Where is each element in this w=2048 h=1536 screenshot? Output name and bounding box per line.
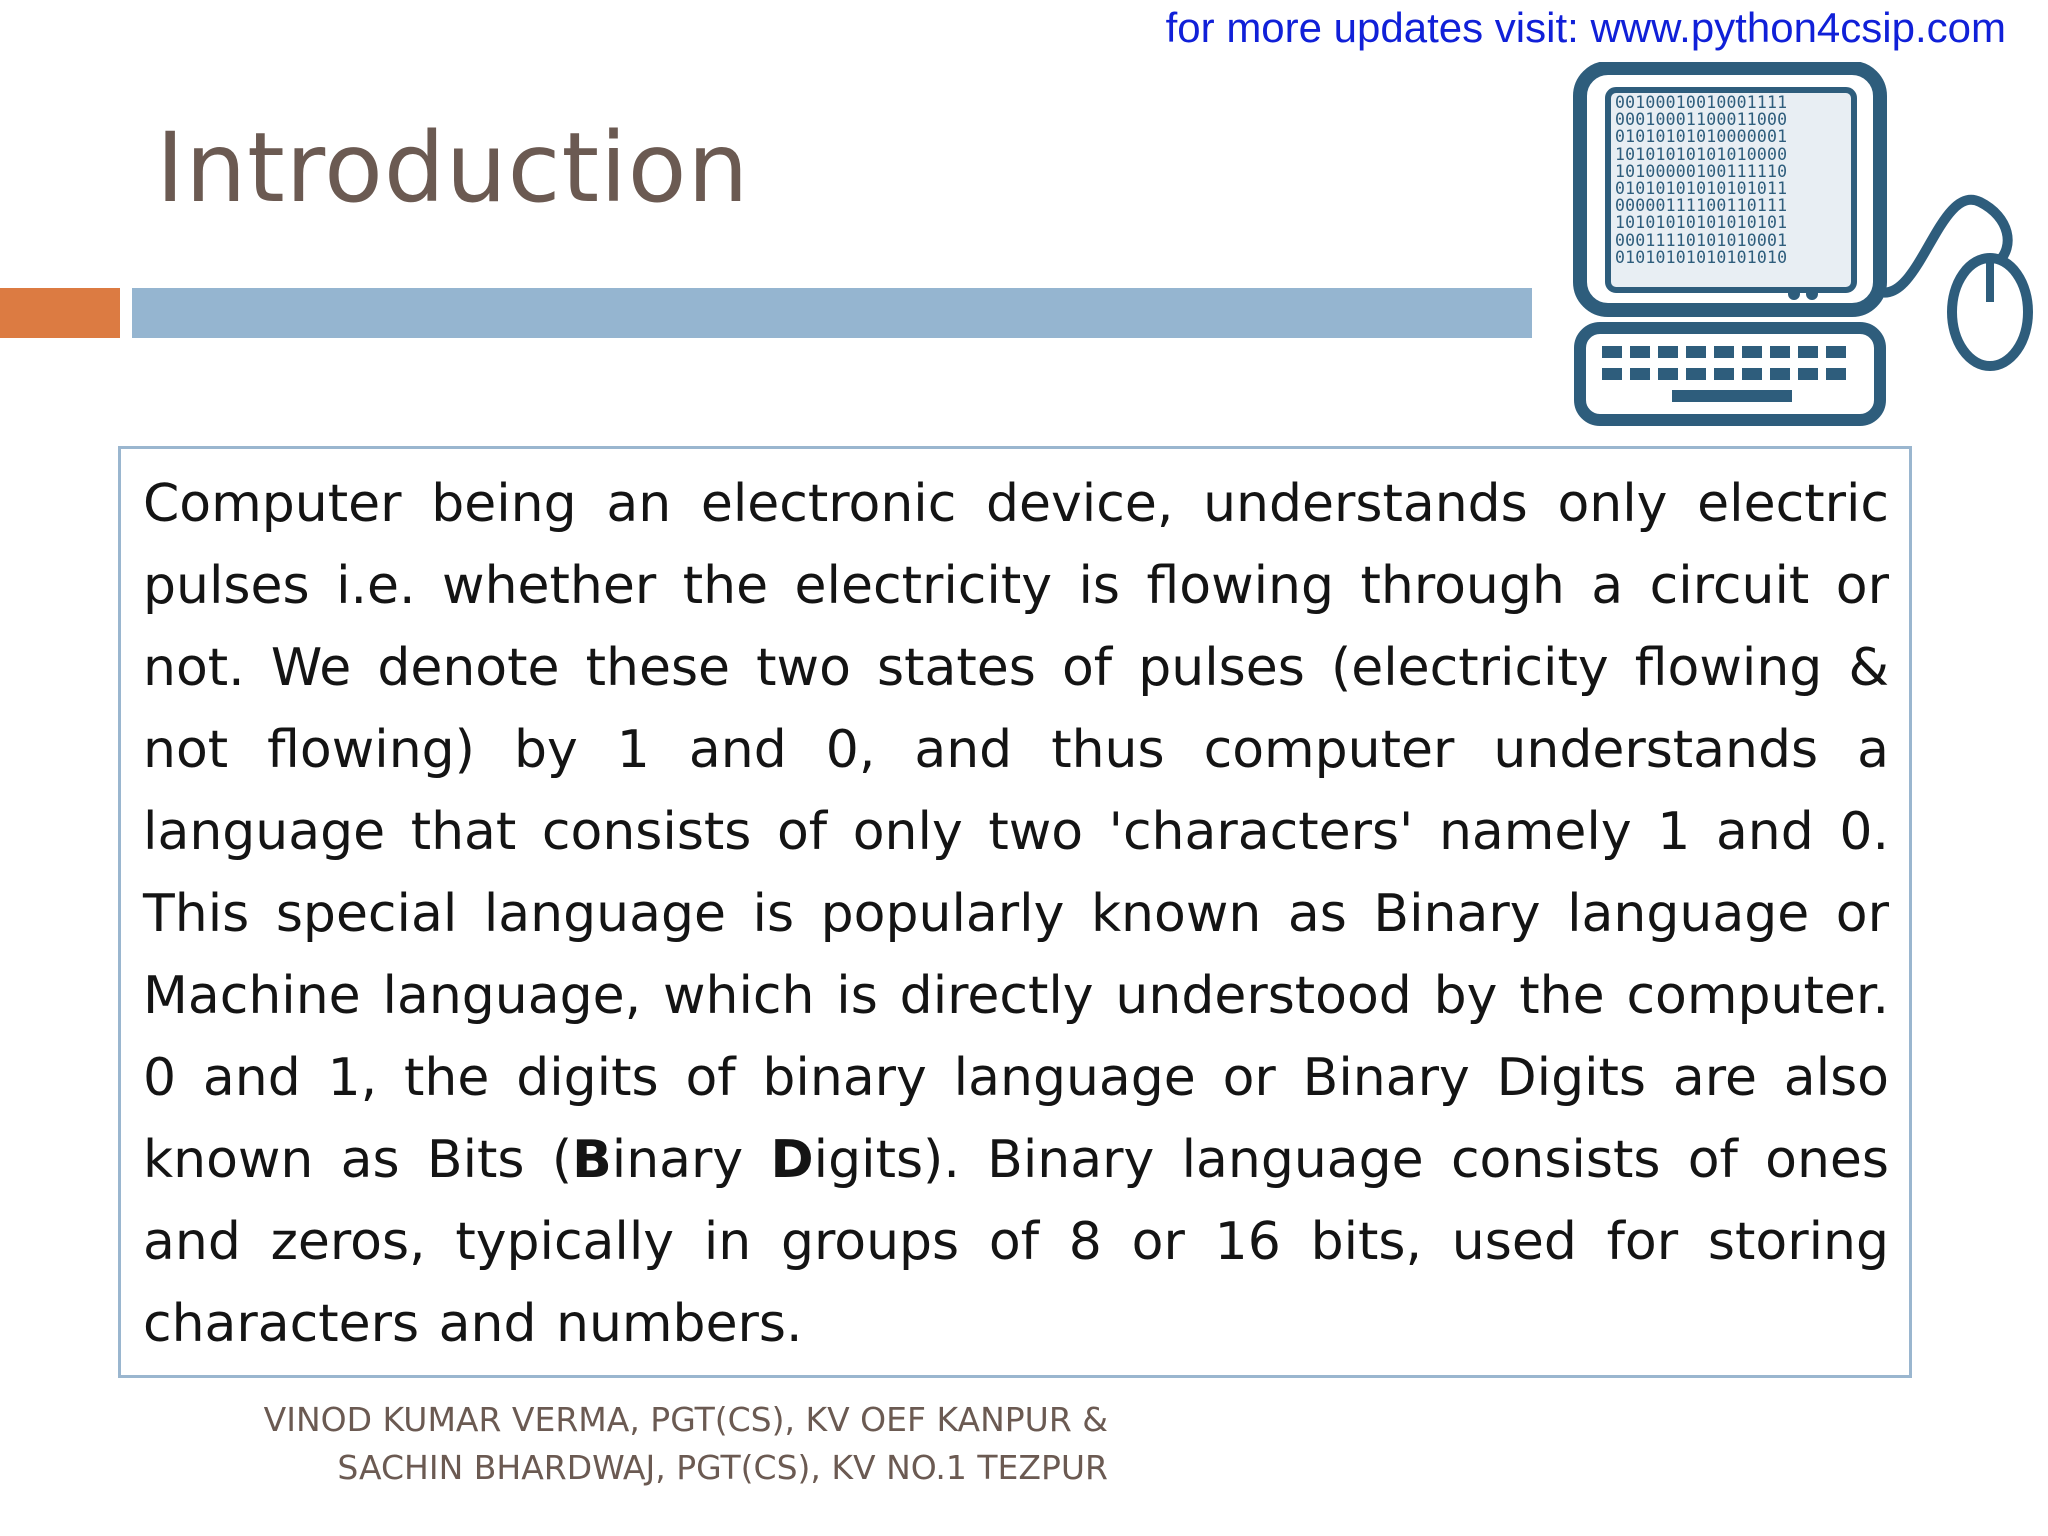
accent-bar-blue xyxy=(132,288,1532,338)
slide-title: Introduction xyxy=(156,112,750,224)
body-text-part: inary xyxy=(611,1130,771,1190)
screen-binary-text xyxy=(1615,94,1855,290)
bold-letter-b: B xyxy=(572,1130,612,1190)
body-text-part: Computer being an electronic device, understands only electric pulses i.e. whether the electricity is flowing through a circuit or not. We denote these two states of pulses (electricity flowing & not flowing) by 1 and 0, and thus computer understands a language that consists of only two 'characters' namely 1 and 0. This special language is popularly known as Binary language or Machine language, which is directly understood by the computer. 0 and 1, the digits of binary language or Binary Digits are also known as Bits ( xyxy=(143,474,1889,1190)
binary-line: 10100000100111110 xyxy=(1615,161,1788,181)
body-paragraph xyxy=(143,463,1889,1365)
binary-line: 01010101010101010 xyxy=(1615,247,1788,267)
binary-line: 00100010010001111 xyxy=(1615,94,1788,112)
binary-line: 01010101010101011 xyxy=(1615,179,1788,199)
update-link[interactable]: for more updates visit: www.python4csip.com xyxy=(1165,4,2006,51)
footer-line: SACHIN BHARDWAJ, PGT(CS), KV NO.1 TEZPUR xyxy=(337,1448,1108,1487)
footer-credits xyxy=(190,1396,1108,1492)
accent-bar-orange xyxy=(0,288,120,338)
content-box xyxy=(118,446,1912,1378)
footer-line: VINOD KUMAR VERMA, PGT(CS), KV OEF KANPUR & xyxy=(263,1400,1108,1439)
binary-line: 00010001100011000 xyxy=(1615,110,1788,130)
binary-line: 10101010101010000 xyxy=(1615,144,1788,164)
binary-line: 10101010101010101 xyxy=(1615,213,1788,233)
binary-line: 00011110101010001 xyxy=(1615,230,1788,250)
binary-line: 01010101010000001 xyxy=(1615,127,1788,147)
body-text-part: igits). Binary language consists of ones and zeros, typically in groups of 8 or 16 bits, used for storing characters and numbers. xyxy=(143,1130,1890,1354)
bold-letter-d: D xyxy=(770,1130,814,1190)
binary-line: 00000111100110111 xyxy=(1615,196,1788,216)
